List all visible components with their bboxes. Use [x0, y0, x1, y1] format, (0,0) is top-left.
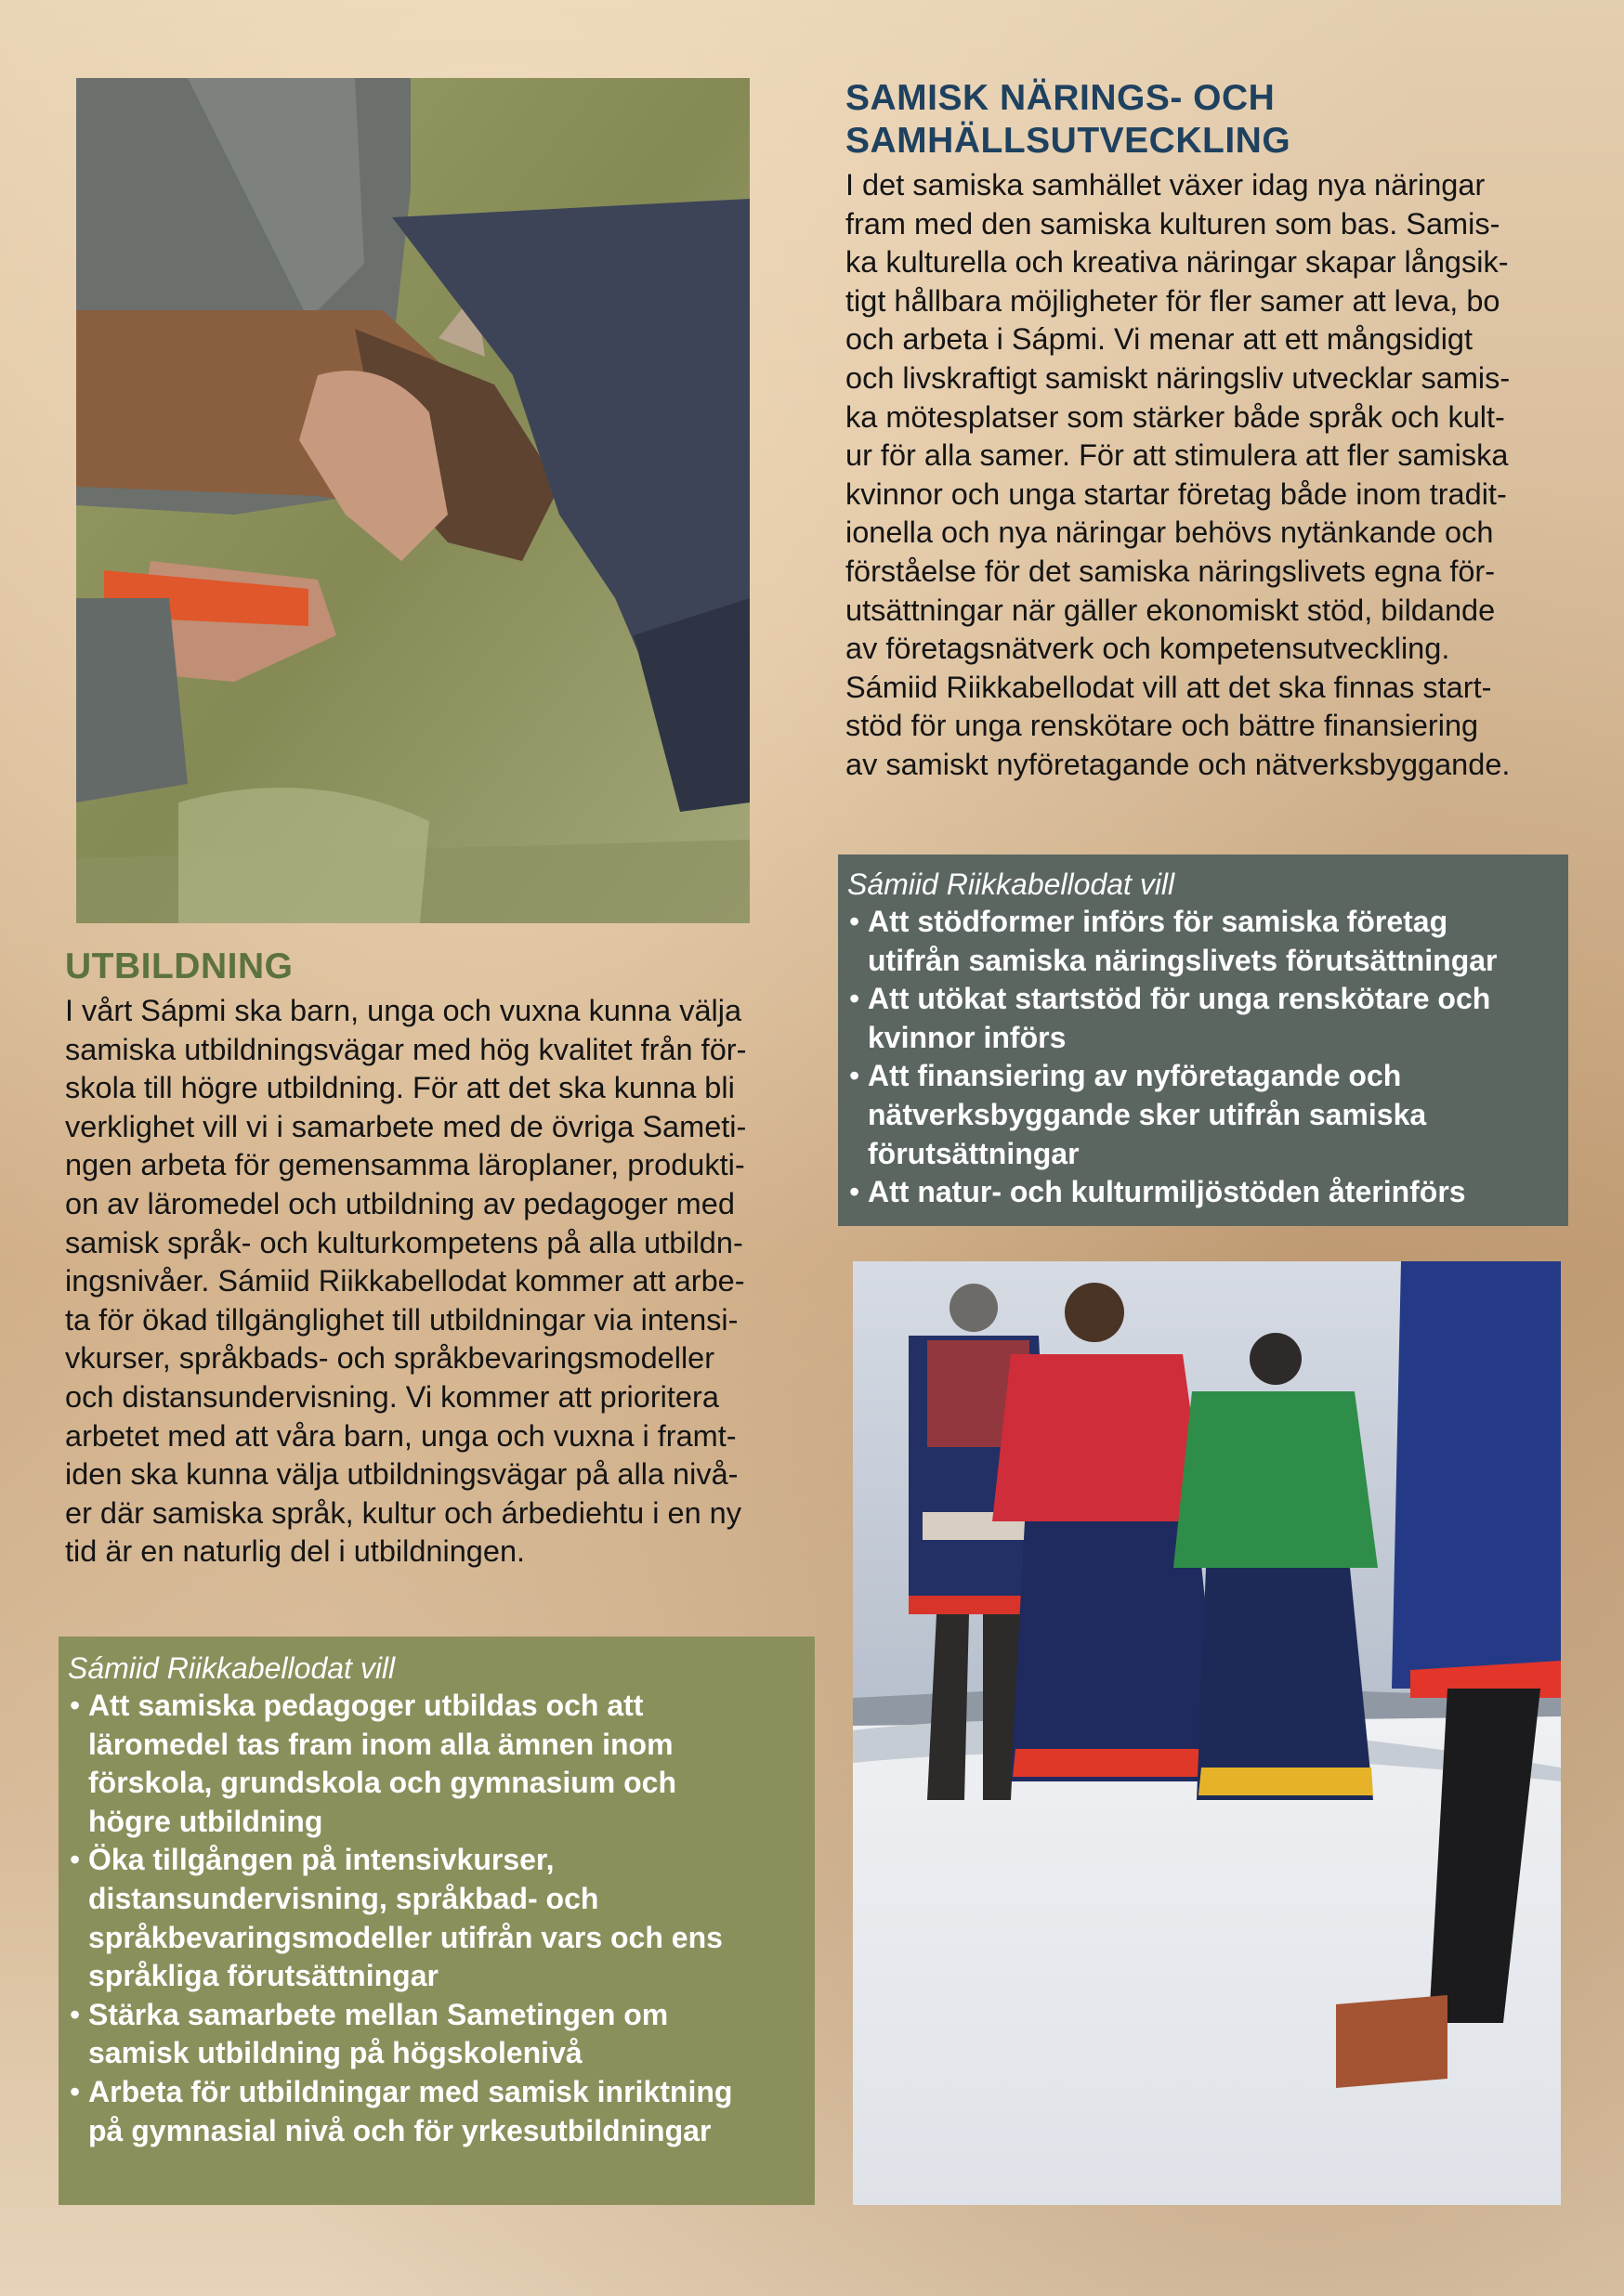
text-line: kvinnor införs [868, 1020, 1067, 1054]
text-line: tigt hållbara möjligheter för fler samer att leva, bo [845, 283, 1500, 318]
text-line: högre utbildning [88, 1804, 323, 1838]
text-line: verklighet vill vi i samarbete med de övriga Sameti- [65, 1109, 747, 1143]
text-line: och livskraftigt samiskt näringsliv utvecklar samis- [845, 360, 1511, 395]
text-line: • Öka tillgången på intensivkurser, [88, 1843, 555, 1877]
demands-list [68, 1687, 802, 2150]
text-line: • Att samiska pedagoger utbildas och att [88, 1689, 644, 1722]
text-line: förutsättningar [868, 1136, 1080, 1170]
naringar-paragraph [845, 166, 1589, 785]
text-line: läromedel tas fram inom alla ämnen inom [88, 1727, 674, 1761]
text-line: on av läromedel och utbildning av pedagoger med [65, 1186, 735, 1220]
text-line: ka mötesplatser som stärker både språk och kult- [845, 399, 1505, 434]
naringar-section [845, 77, 1589, 785]
text-line: • Att natur- och kulturmiljöstöden återinförs [868, 1175, 1466, 1209]
utbildning-demands-box [59, 1637, 815, 2205]
text-line: utsättningar när gäller ekonomiskt stöd, bildande [845, 593, 1496, 627]
text-line: och distansundervisning. Vi kommer att prioritera [65, 1379, 719, 1414]
text-line: språkbevaringsmodeller utifrån vars och ens [88, 1920, 723, 1954]
text-line: • Att finansiering av nyföretagande och [868, 1059, 1402, 1093]
list-item [68, 1841, 802, 1995]
text-line: nätverksbyggande sker utifrån samiska [868, 1097, 1427, 1131]
list-item [847, 980, 1557, 1057]
text-line: utifrån samiska näringslivets förutsättningar [868, 943, 1498, 977]
text-line: er där samiska språk, kultur och árbediehtu i en ny [65, 1495, 741, 1530]
list-item [847, 1057, 1557, 1173]
text-line: kvinnor och unga startar företag både inom tradit- [845, 476, 1507, 511]
text-line: ionella och nya näringar behövs nytänkande och [845, 515, 1494, 550]
text-line: stöd för unga renskötare och bättre finansiering [845, 709, 1479, 743]
text-line: distansundervisning, språkbad- och [88, 1881, 599, 1915]
list-item [847, 903, 1557, 980]
naringar-demands-box [838, 854, 1568, 1226]
gakti-mountain-photo [853, 1261, 1561, 2205]
reindeer-marking-photo [76, 78, 750, 923]
text-line: iden ska kunna välja utbildningsvägar på alla nivå- [65, 1457, 739, 1492]
utbildning-section [65, 946, 827, 1572]
text-line: skola till högre utbildning. För att det ska kunna bli [65, 1071, 735, 1105]
text-line: och arbeta i Sápmi. Vi menar att ett mångsidigt [845, 322, 1473, 357]
text-line: • Att utökat startstöd för unga renskötare och [868, 982, 1491, 1016]
text-line: förskola, grundskola och gymnasium och [88, 1766, 677, 1800]
list-item [68, 1687, 802, 1841]
heading-line: SAMHÄLLSUTVECKLING [845, 121, 1291, 161]
demands-list [847, 903, 1557, 1212]
text-line: samisk språk- och kulturkompetens på alla utbildn- [65, 1225, 743, 1259]
text-line: • Arbeta för utbildningar med samisk inriktning [88, 2074, 733, 2108]
text-line: ka kulturella och kreativa näringar skapar långsik- [845, 245, 1509, 280]
text-line: ta för ökad tillgänglighet till utbildningar via intensi- [65, 1302, 739, 1337]
text-line: samiska utbildningsvägar med hög kvalitet från för- [65, 1032, 747, 1066]
list-item [68, 2073, 802, 2150]
text-line: av samiskt nyföretagande och nätverksbyggande. [845, 747, 1511, 781]
text-line: ingsnivåer. Sámiid Riikkabellodat kommer att arbe- [65, 1264, 745, 1298]
heading-line: SAMISK NÄRINGS- OCH [845, 78, 1276, 118]
text-line: ur för alla samer. För att stimulera att fler samiska [845, 438, 1509, 473]
text-line: • Stärka samarbete mellan Sametingen om [88, 1997, 669, 2031]
text-line: fram med den samiska kulturen som bas. Samis- [845, 206, 1500, 241]
naringar-heading [845, 77, 1589, 163]
text-line: I vårt Sápmi ska barn, unga och vuxna kunna välja [65, 994, 742, 1027]
text-line: I det samiska samhället växer idag nya näringar [845, 168, 1486, 202]
text-line: förståelse för det samiska näringslivets egna för- [845, 554, 1496, 588]
list-item [68, 1996, 802, 2073]
list-item [847, 1173, 1557, 1212]
text-line: arbetet med att våra barn, unga och vuxna i framt- [65, 1418, 737, 1453]
text-line: samisk utbildning på högskolenivå [88, 2036, 583, 2070]
utbildning-heading: UTBILDNING [65, 946, 294, 986]
text-line: • Att stödformer införs för samiska företag [868, 905, 1448, 938]
utbildning-paragraph [65, 992, 827, 1572]
text-line: vkurser, språkbads- och språkbevaringsmodeller [65, 1341, 715, 1376]
box-title: Sámiid Riikkabellodat vill [847, 868, 1175, 901]
text-line: Sámiid Riikkabellodat vill att det ska finnas start- [845, 670, 1492, 704]
text-line: språkliga förutsättningar [88, 1959, 439, 1993]
text-line: av företagsnätverk och kompetensutveckling. [845, 632, 1450, 666]
text-line: ngen arbeta för gemensamma läroplaner, produkti- [65, 1148, 745, 1182]
box-title: Sámiid Riikkabellodat vill [68, 1651, 396, 1685]
text-line: på gymnasial nivå och för yrkesutbildningar [88, 2113, 712, 2147]
text-line: tid är en naturlig del i utbildningen. [65, 1534, 526, 1569]
